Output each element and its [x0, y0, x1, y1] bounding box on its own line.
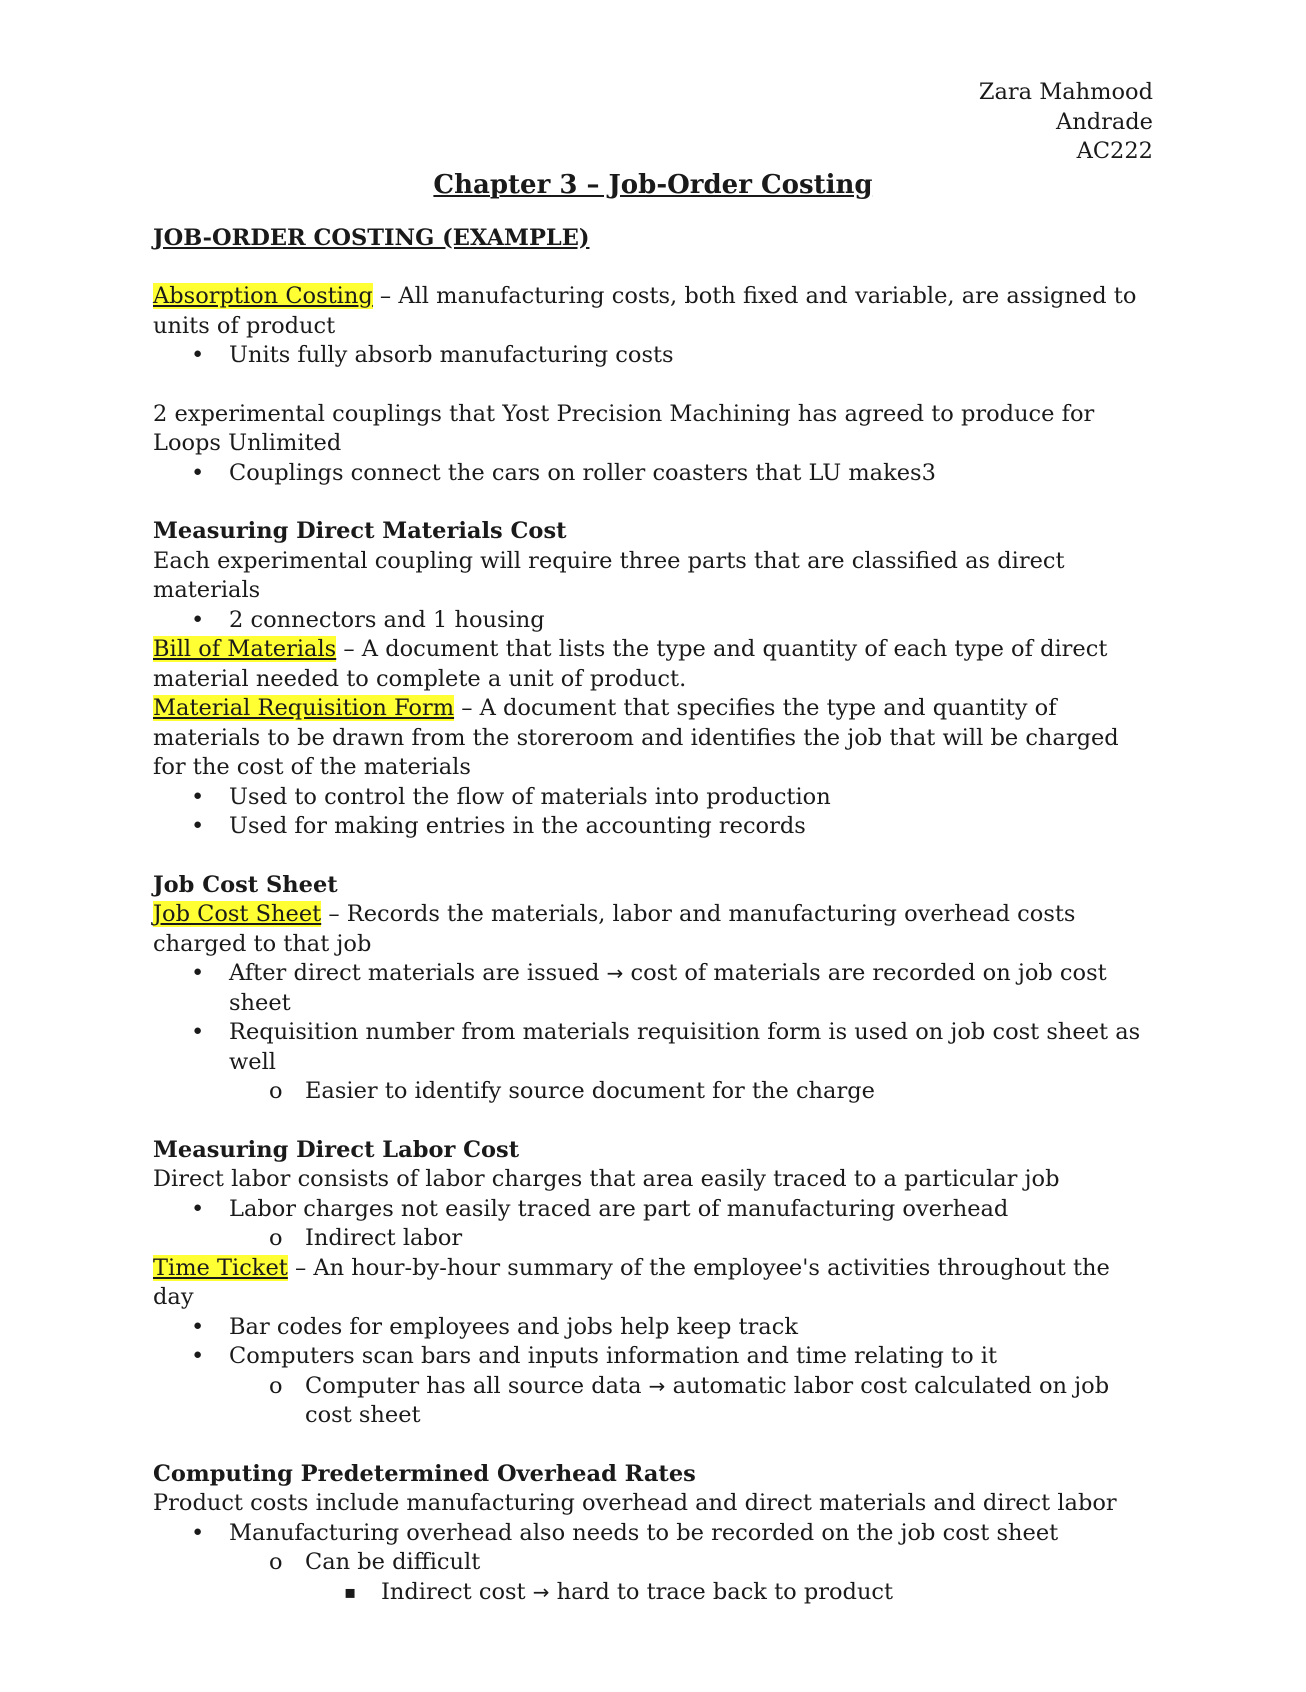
term-material-requisition-form: Material Requisition Form [153, 695, 455, 721]
direct-materials-bullets [153, 606, 1153, 636]
sub-list-item: o Indirect labor [153, 1224, 1153, 1254]
sub-list-item: o Easier to identify source document for the charge [153, 1077, 1153, 1107]
time-ticket-text: – An hour-by-hour summary of the employee's activities throughout the day [153, 1254, 1110, 1310]
direct-labor-text: Direct labor consists of labor charges that area easily traced to a particular job [153, 1166, 1060, 1192]
heading-overhead-rates: Computing Predetermined Overhead Rates [153, 1460, 696, 1487]
absorption-costing-definition [153, 282, 1153, 341]
bill-of-materials-text: – A document that lists the type and quantity of each type of direct material needed to complete a unit of product. [153, 636, 1108, 692]
header-block [153, 78, 1153, 167]
job-cost-sheet-text: – Records the materials, labor and manufacturing overhead costs charged to that job [153, 901, 1076, 957]
page-title: Chapter 3 – Job-Order Costing [433, 169, 873, 200]
term-bill-of-materials: Bill of Materials [153, 636, 337, 662]
bill-of-materials-definition [153, 635, 1153, 694]
list-item: • Computers scan bars and inputs information and time relating to it [153, 1342, 1153, 1372]
term-job-cost-sheet: Job Cost Sheet [153, 901, 322, 927]
list-item: • Used to control the flow of materials into production [153, 783, 1153, 813]
absorption-bullets [153, 341, 1153, 371]
instructor-name: Andrade [1055, 108, 1153, 135]
list-item: • Requisition number from materials requisition form is used on job cost sheet as well [153, 1018, 1153, 1077]
job-cost-sheet-bullets [153, 959, 1153, 1107]
list-item: • After direct materials are issued → cost of materials are recorded on job cost sheet [153, 959, 1153, 1018]
list-item: • 2 connectors and 1 housing [153, 606, 1153, 636]
author-name: Zara Mahmood [978, 79, 1153, 105]
list-item: • Couplings connect the cars on roller coasters that LU makes3 [153, 459, 1153, 489]
term-absorption-costing: Absorption Costing [153, 283, 373, 309]
list-item: • Bar codes for employees and jobs help keep track [153, 1313, 1153, 1343]
term-time-ticket: Time Ticket [153, 1254, 288, 1281]
overhead-bullets [153, 1519, 1153, 1608]
heading-job-cost-sheet: Job Cost Sheet [153, 871, 338, 898]
overhead-text: Product costs include manufacturing overhead and direct materials and direct labor [153, 1490, 1117, 1516]
arrow-right-icon: → [606, 961, 624, 985]
section-heading-example: JOB-ORDER COSTING (EXAMPLE) [153, 224, 590, 251]
absorption-costing-text: – All manufacturing costs, both fixed and variable, are assigned to units of product [153, 283, 1137, 339]
list-item: • Manufacturing overhead also needs to be recorded on the job cost sheet [153, 1519, 1153, 1549]
material-requisition-text: – A document that specifies the type and quantity of materials to be drawn from the storeroom and identifies the job that will be charged for the cost of the materials [153, 695, 1119, 780]
direct-labor-bullets [153, 1195, 1153, 1254]
time-ticket-bullets [153, 1313, 1153, 1431]
heading-direct-materials: Measuring Direct Materials Cost [153, 518, 567, 544]
course-code: AC222 [1076, 138, 1153, 164]
list-item: • Used for making entries in the accounting records [153, 812, 1153, 842]
list-item: • Units fully absorb manufacturing costs [153, 341, 1153, 371]
couplings-paragraph: 2 experimental couplings that Yost Precision Machining has agreed to produce for Loops Unlimited [153, 400, 1095, 456]
sub-list-item: o Can be difficult [153, 1548, 1153, 1578]
requisition-bullets [153, 783, 1153, 842]
heading-direct-labor: Measuring Direct Labor Cost [153, 1136, 520, 1163]
arrow-right-icon: → [532, 1579, 550, 1604]
list-item: • Labor charges not easily traced are part of manufacturing overhead [153, 1195, 1153, 1225]
job-cost-sheet-definition [153, 900, 1153, 959]
document-page [153, 78, 1153, 1607]
sub-list-item: o Computer has all source data → automatic labor cost calculated on job cost sheet [153, 1372, 1153, 1431]
direct-materials-text: Each experimental coupling will require three parts that are classified as direct materials [153, 547, 1065, 603]
arrow-right-icon: → [648, 1373, 666, 1398]
time-ticket-definition [153, 1254, 1153, 1313]
sub-sub-list-item: ▪ Indirect cost → hard to trace back to product [153, 1578, 1153, 1608]
material-requisition-definition [153, 694, 1153, 783]
couplings-bullets [153, 459, 1153, 489]
